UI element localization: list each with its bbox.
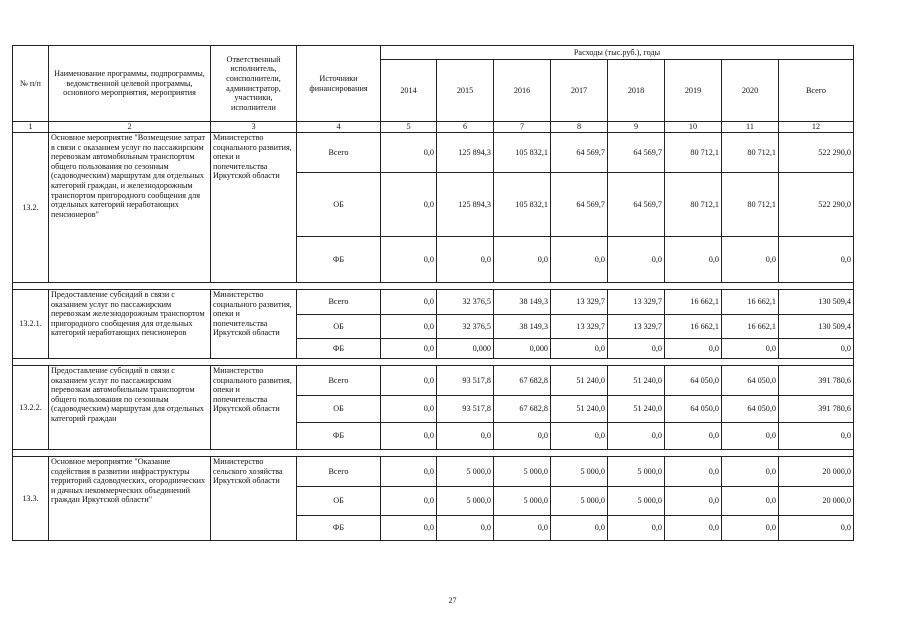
total-value: 0,0 <box>779 423 854 450</box>
year-value: 0,0 <box>437 516 494 541</box>
responsible-executor: Министерство социального развития, опеки и попечительства Иркутской области <box>211 366 297 450</box>
total-value: 130 509,4 <box>779 290 854 315</box>
year-value: 32 376,5 <box>437 290 494 315</box>
column-number: 3 <box>211 122 297 133</box>
row-number: 13.2. <box>13 133 49 283</box>
total-value: 391 780,6 <box>779 396 854 423</box>
year-value: 13 329,7 <box>551 290 608 315</box>
funding-source: Всего <box>297 366 381 396</box>
year-value: 0,0 <box>381 366 437 396</box>
year-value: 80 712,1 <box>665 173 722 237</box>
year-value: 0,0 <box>665 487 722 516</box>
responsible-executor: Министерство социального развития, опеки и попечительства Иркутской области <box>211 133 297 283</box>
row-gap <box>13 283 854 290</box>
year-value: 51 240,0 <box>551 396 608 423</box>
year-value: 5 000,0 <box>551 457 608 487</box>
table-body <box>13 133 854 541</box>
year-value: 0,0 <box>665 457 722 487</box>
column-number: 6 <box>437 122 494 133</box>
year-value: 0,0 <box>381 457 437 487</box>
year-value: 0,0 <box>494 423 551 450</box>
column-number: 9 <box>608 122 665 133</box>
year-value: 0,0 <box>722 237 779 283</box>
column-number: 1 <box>13 122 49 133</box>
column-number: 7 <box>494 122 551 133</box>
column-number: 8 <box>551 122 608 133</box>
year-value: 51 240,0 <box>551 366 608 396</box>
funding-source: ОБ <box>297 487 381 516</box>
header-year: 2019 <box>665 60 722 122</box>
header-year: 2017 <box>551 60 608 122</box>
year-value: 67 682,8 <box>494 396 551 423</box>
header-total: Всего <box>779 60 854 122</box>
funding-source: ФБ <box>297 237 381 283</box>
row-gap-cell <box>13 283 854 290</box>
year-value: 93 517,8 <box>437 396 494 423</box>
year-value: 0,0 <box>381 237 437 283</box>
funding-source: ОБ <box>297 396 381 423</box>
column-number: 10 <box>665 122 722 133</box>
year-value: 0,0 <box>551 237 608 283</box>
header-year: 2018 <box>608 60 665 122</box>
year-value: 0,0 <box>722 423 779 450</box>
year-value: 0,0 <box>665 516 722 541</box>
year-value: 125 894,3 <box>437 173 494 237</box>
year-value: 64 050,0 <box>665 366 722 396</box>
header-year: 2015 <box>437 60 494 122</box>
expenses-table <box>12 45 854 541</box>
table-row <box>13 290 854 315</box>
year-value: 5 000,0 <box>551 487 608 516</box>
year-value: 5 000,0 <box>608 487 665 516</box>
total-value: 0,0 <box>779 237 854 283</box>
year-value: 0,0 <box>381 290 437 315</box>
activity-name: Основное мероприятие "Оказание содействия в развитии инфраструктуры территорий садоводческих, огороднических и дачных некоммерческих объединений граждан Иркутской области" <box>49 457 211 541</box>
row-gap-cell <box>13 359 854 366</box>
year-value: 0,0 <box>494 237 551 283</box>
year-value: 0,0 <box>381 487 437 516</box>
total-value: 20 000,0 <box>779 487 854 516</box>
column-number: 12 <box>779 122 854 133</box>
header-year: 2016 <box>494 60 551 122</box>
year-value: 0,0 <box>437 237 494 283</box>
year-value: 0,000 <box>494 339 551 359</box>
row-number: 13.2.2. <box>13 366 49 450</box>
year-value: 16 662,1 <box>665 315 722 339</box>
year-value: 38 149,3 <box>494 290 551 315</box>
year-value: 0,0 <box>722 457 779 487</box>
funding-source: ОБ <box>297 173 381 237</box>
year-value: 105 832,1 <box>494 133 551 173</box>
total-value: 0,0 <box>779 516 854 541</box>
year-value: 0,0 <box>551 516 608 541</box>
year-value: 51 240,0 <box>608 366 665 396</box>
year-value: 13 329,7 <box>608 315 665 339</box>
responsible-executor: Министерство сельского хозяйства Иркутской области <box>211 457 297 541</box>
year-value: 0,0 <box>665 423 722 450</box>
year-value: 0,0 <box>665 237 722 283</box>
year-value: 0,0 <box>381 315 437 339</box>
year-value: 0,0 <box>608 339 665 359</box>
year-value: 0,0 <box>722 487 779 516</box>
year-value: 51 240,0 <box>608 396 665 423</box>
year-value: 0,000 <box>437 339 494 359</box>
table-row <box>13 457 854 487</box>
total-value: 391 780,6 <box>779 366 854 396</box>
header-num: № п/п <box>13 46 49 122</box>
year-value: 5 000,0 <box>494 487 551 516</box>
year-value: 0,0 <box>608 237 665 283</box>
year-value: 0,0 <box>608 516 665 541</box>
page-number: 27 <box>448 596 457 605</box>
table-row <box>13 133 854 173</box>
column-number: 4 <box>297 122 381 133</box>
activity-name: Предоставление субсидий в связи с оказанием услуг по пассажирским перевозкам автомобильным транспортом общего пользования по сезонным (садоводческим) маршрутам для отдельных категорий граждан <box>49 366 211 450</box>
year-value: 0,0 <box>381 173 437 237</box>
funding-source: Всего <box>297 133 381 173</box>
year-value: 105 832,1 <box>494 173 551 237</box>
year-value: 16 662,1 <box>722 315 779 339</box>
responsible-executor: Министерство социального развития, опеки и попечительства Иркутской области <box>211 290 297 359</box>
header-responsible: Ответственный исполнитель, соисполнители, администратор, участники, исполнители <box>211 46 297 122</box>
header-expenses: Расходы (тыс.руб.), годы <box>381 46 854 60</box>
year-value: 5 000,0 <box>437 457 494 487</box>
funding-source: ФБ <box>297 423 381 450</box>
year-value: 0,0 <box>551 339 608 359</box>
year-value: 80 712,1 <box>722 173 779 237</box>
year-value: 0,0 <box>381 516 437 541</box>
year-value: 0,0 <box>551 423 608 450</box>
row-number: 13.2.1. <box>13 290 49 359</box>
year-value: 38 149,3 <box>494 315 551 339</box>
year-value: 5 000,0 <box>608 457 665 487</box>
year-value: 0,0 <box>437 423 494 450</box>
column-number: 11 <box>722 122 779 133</box>
year-value: 64 569,7 <box>608 133 665 173</box>
year-value: 16 662,1 <box>665 290 722 315</box>
year-value: 64 050,0 <box>722 396 779 423</box>
activity-name: Предоставление субсидий в связи с оказанием услуг по пассажирским перевозкам железнодорожным транспортом пригородного сообщения для отдельных категорий неработающих пенсионеров <box>49 290 211 359</box>
year-value: 5 000,0 <box>494 457 551 487</box>
header-year: 2020 <box>722 60 779 122</box>
row-number: 13.3. <box>13 457 49 541</box>
table-row <box>13 366 854 396</box>
year-value: 125 894,3 <box>437 133 494 173</box>
year-value: 0,0 <box>381 423 437 450</box>
header-sources: Источники финансирования <box>297 46 381 122</box>
year-value: 0,0 <box>494 516 551 541</box>
funding-source: ФБ <box>297 516 381 541</box>
year-value: 0,0 <box>381 133 437 173</box>
year-value: 64 050,0 <box>722 366 779 396</box>
year-value: 64 569,7 <box>551 173 608 237</box>
row-gap <box>13 359 854 366</box>
year-value: 93 517,8 <box>437 366 494 396</box>
column-number: 2 <box>49 122 211 133</box>
activity-name: Основное мероприятие "Возмещение затрат в связи с оказанием услуг по пассажирским перевозкам автомобильным транспортом общего пользования по сезонным (садоводческим) маршрутам для отдельных категорий граждан, и железнодорожным транспортом пригородного сообщения для отдельных категорий неработающих пенсионеров" <box>49 133 211 283</box>
year-value: 0,0 <box>381 339 437 359</box>
funding-source: ФБ <box>297 339 381 359</box>
year-value: 13 329,7 <box>551 315 608 339</box>
year-value: 80 712,1 <box>665 133 722 173</box>
total-value: 522 290,0 <box>779 173 854 237</box>
year-value: 5 000,0 <box>437 487 494 516</box>
total-value: 130 509,4 <box>779 315 854 339</box>
column-number: 5 <box>381 122 437 133</box>
funding-source: Всего <box>297 457 381 487</box>
year-value: 0,0 <box>608 423 665 450</box>
year-value: 64 569,7 <box>551 133 608 173</box>
year-value: 67 682,8 <box>494 366 551 396</box>
year-value: 0,0 <box>722 339 779 359</box>
row-gap <box>13 450 854 457</box>
total-value: 20 000,0 <box>779 457 854 487</box>
year-value: 32 376,5 <box>437 315 494 339</box>
row-gap-cell <box>13 450 854 457</box>
year-value: 13 329,7 <box>608 290 665 315</box>
year-value: 16 662,1 <box>722 290 779 315</box>
year-value: 64 569,7 <box>608 173 665 237</box>
total-value: 0,0 <box>779 339 854 359</box>
header-year: 2014 <box>381 60 437 122</box>
year-value: 0,0 <box>722 516 779 541</box>
year-value: 64 050,0 <box>665 396 722 423</box>
header-name: Наименование программы, подпрограммы, ведомственной целевой программы, основного мероприятия, мероприятия <box>49 46 211 122</box>
year-value: 0,0 <box>381 396 437 423</box>
year-value: 0,0 <box>665 339 722 359</box>
funding-source: Всего <box>297 290 381 315</box>
total-value: 522 290,0 <box>779 133 854 173</box>
funding-source: ОБ <box>297 315 381 339</box>
year-value: 80 712,1 <box>722 133 779 173</box>
